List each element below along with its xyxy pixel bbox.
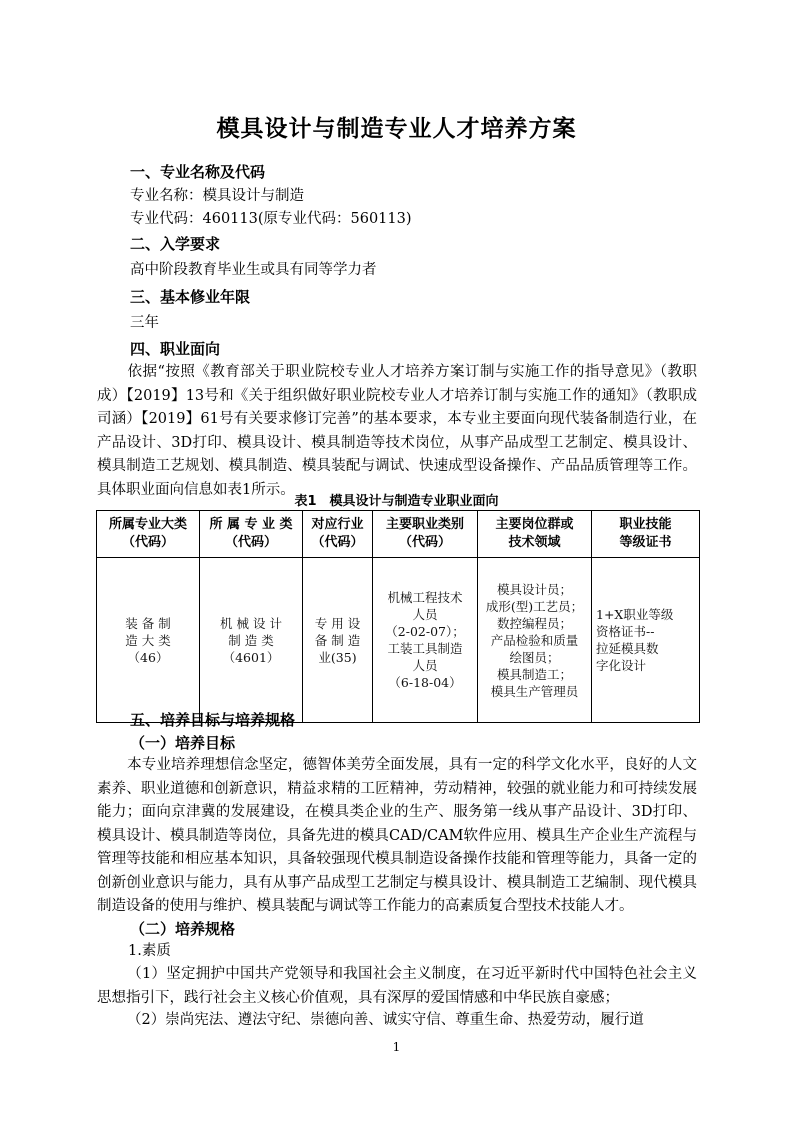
career-orientation-paragraph: 依据“按照《教育部关于职业院校专业人才培养方案订制与实施工作的指导意见》（教职成）【2019】13号和《关于组织做好职业院校专业人才培养订制与实施工作的通知》（教职成司涵）【2019】61号有关要求修订完善”的基本要求，本专业主要面向现代装备制造行业，在产品设计、3D打印、模具设计、模具制造等技术岗位，从事产品成型工艺制定、模具设计、模具制造工艺规划、模具制造、模具装配与调试、快速成型设备操作、产品品质管理等工作。具体职业面向信息如表1所示。 <box>97 364 697 498</box>
table-cell: 装 备 制 造 大 类 （46） <box>97 558 200 723</box>
subsection-spec-heading: （二）培养规格 <box>130 920 236 938</box>
section-2-heading: 二、入学要求 <box>130 235 221 253</box>
major-name-line: 专业名称：模具设计与制造 <box>130 188 304 204</box>
table-header-cell: 主要职业类别 （代码） <box>373 511 478 558</box>
duration-line: 三年 <box>130 315 159 331</box>
table-header-cell: 所 属 专 业 类 （代码） <box>200 511 303 558</box>
table-cell: 模具设计员； 成形(型)工艺员； 数控编程员； 产品检验和质量 绘图员； 模具制造工； 模具生产管理员 <box>478 558 592 723</box>
career-orientation-table <box>96 510 700 723</box>
table-cell: 机械工程技术 人员 （2-02-07）； 工装工具制造 人员 （6-18-04） <box>373 558 478 723</box>
table-header-cell: 职业技能 等级证书 <box>592 511 700 558</box>
table-header-row <box>97 511 700 558</box>
major-code-line: 专业代码：460113(原专业代码：560113) <box>130 211 412 227</box>
table-caption: 表1 模具设计与制造专业职业面向 <box>294 494 499 509</box>
section-3-heading: 三、基本修业年限 <box>130 288 251 306</box>
section-4-heading: 四、职业面向 <box>130 340 221 358</box>
table-header-cell: 所属专业大类 （代码） <box>97 511 200 558</box>
subsection-goal-heading: （一）培养目标 <box>130 734 236 752</box>
training-goal-paragraph: 本专业培养理想信念坚定，德智体美劳全面发展，具有一定的科学文化水平，良好的人文素养、职业道德和创新意识，精益求精的工匠精神，劳动精神，较强的就业能力和可持续发展能力；面向京津冀的发展建设，在模具类企业的生产、服务第一线从事产品设计、3D打印、模具设计、模具制造等岗位，具备先进的模具CAD/CAM软件应用、模具生产企业生产流程与管理等技能和相应基本知识，具备较强现代模具制造设备操作技能和管理等能力，具备一定的创新创业意识与能力，具有从事产品成型工艺制定与模具设计、模具制造工艺编制、现代模具制造设备的使用与维护、模具装配与调试等工作能力的高素质复合型技术技能人才。 <box>97 757 697 914</box>
page-number: 1 <box>392 1040 401 1054</box>
table-cell: 1+X职业等级 资格证书-- 拉延模具数 字化设计 <box>592 558 700 723</box>
section-1-heading: 一、专业名称及代码 <box>130 163 266 181</box>
document-title: 模具设计与制造专业人才培养方案 <box>216 116 577 142</box>
table-cell: 机 械 设 计 制 造 类 （4601） <box>200 558 303 723</box>
table-header-cell: 主要岗位群或 技术领域 <box>478 511 592 558</box>
quality-item-label: 1.素质 <box>128 943 171 959</box>
table-header-cell: 对应行业 （代码） <box>303 511 373 558</box>
section-5-heading: 五、培养目标与培养规格 <box>130 711 296 729</box>
quality-point-2: （2）崇尚宪法、遵法守纪、崇德向善、诚实守信、尊重生命、热爱劳动，履行道 <box>127 1012 644 1028</box>
admission-line: 高中阶段教育毕业生或具有同等学力者 <box>130 262 377 278</box>
table-row <box>97 558 700 723</box>
quality-point-1: （1）坚定拥护中国共产党领导和我国社会主义制度，在习近平新时代中国特色社会主义思想指引下，践行社会主义核心价值观，具有深厚的爱国情感和中华民族自豪感； <box>97 966 697 1006</box>
table-cell: 专 用 设 备 制 造 业(35) <box>303 558 373 723</box>
